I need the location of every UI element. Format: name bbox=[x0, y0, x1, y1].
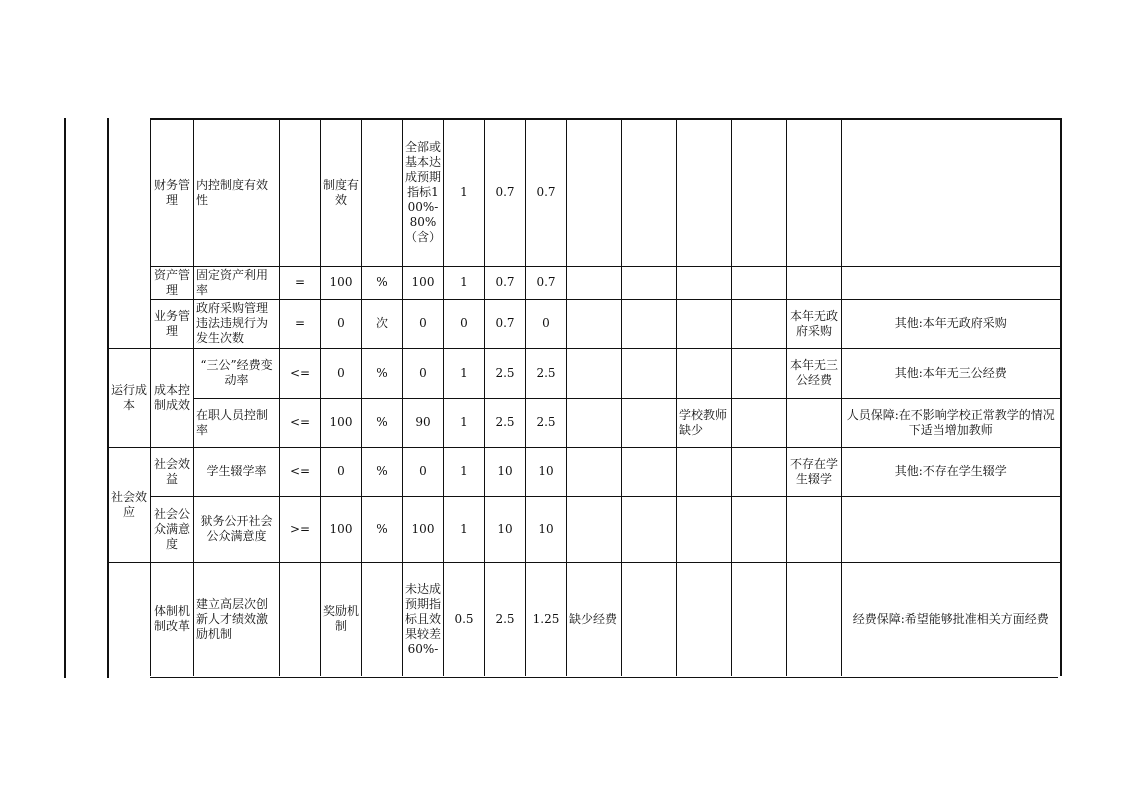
score: 10 bbox=[526, 447, 567, 496]
target-value: 奖励机制 bbox=[321, 562, 362, 676]
deviation-cause-3 bbox=[677, 496, 732, 562]
deviation-cause-2 bbox=[622, 119, 677, 266]
weight: 2.5 bbox=[485, 398, 526, 447]
deviation-cause-1 bbox=[567, 119, 622, 266]
score-rate: 1 bbox=[444, 348, 485, 398]
deviation-cause-1 bbox=[567, 447, 622, 496]
deviation-cause-4 bbox=[732, 447, 787, 496]
operator: = bbox=[280, 299, 321, 348]
indicator-name: 内控制度有效性 bbox=[194, 119, 280, 266]
deviation-cause-4 bbox=[732, 496, 787, 562]
improvement-measure: 其他:本年无三公经费 bbox=[842, 348, 1061, 398]
deviation-cause-2 bbox=[622, 496, 677, 562]
target-value: 100 bbox=[321, 496, 362, 562]
sub-indicator: 资产管理 bbox=[151, 266, 194, 299]
score: 10 bbox=[526, 496, 567, 562]
deviation-cause-3 bbox=[677, 348, 732, 398]
improvement-measure bbox=[842, 266, 1061, 299]
deviation-cause-2 bbox=[622, 562, 677, 676]
table-row bbox=[108, 447, 1061, 496]
improvement-measure: 其他:本年无政府采购 bbox=[842, 299, 1061, 348]
deviation-cause-1 bbox=[567, 299, 622, 348]
deviation-cause-3 bbox=[677, 562, 732, 676]
actual-value: 100 bbox=[403, 496, 444, 562]
improvement-measure: 人员保障:在不影响学校正常教学的情况下适当增加教师 bbox=[842, 398, 1061, 447]
table-row bbox=[108, 348, 1061, 398]
target-value: 制度有效 bbox=[321, 119, 362, 266]
score-rate: 0 bbox=[444, 299, 485, 348]
deviation-cause-3 bbox=[677, 266, 732, 299]
deviation-cause-1 bbox=[567, 266, 622, 299]
operator: >= bbox=[280, 496, 321, 562]
weight: 2.5 bbox=[485, 562, 526, 676]
indicator-name: 政府采购管理违法违规行为发生次数 bbox=[194, 299, 280, 348]
actual-value: 全部或基本达成预期指标100%-80%（含） bbox=[403, 119, 444, 266]
score: 0.7 bbox=[526, 266, 567, 299]
weight: 10 bbox=[485, 447, 526, 496]
deviation-cause-3: 学校教师缺少 bbox=[677, 398, 732, 447]
group-cell-empty bbox=[108, 119, 151, 348]
improvement-measure: 经费保障:希望能够批准相关方面经费 bbox=[842, 562, 1061, 676]
sub-indicator: 成本控制成效 bbox=[151, 348, 194, 447]
deviation-cause-2 bbox=[622, 299, 677, 348]
unit: % bbox=[362, 348, 403, 398]
sub-indicator: 社会效益 bbox=[151, 447, 194, 496]
operator: <= bbox=[280, 348, 321, 398]
unit bbox=[362, 119, 403, 266]
weight: 10 bbox=[485, 496, 526, 562]
deviation-cause-2 bbox=[622, 266, 677, 299]
deviation-cause-4 bbox=[732, 119, 787, 266]
operator: <= bbox=[280, 398, 321, 447]
indicator-name: 建立高层次创新人才绩效激励机制 bbox=[194, 562, 280, 676]
deviation-cause-3 bbox=[677, 119, 732, 266]
improvement-measure bbox=[842, 119, 1061, 266]
other-reason: 本年无政府采购 bbox=[787, 299, 842, 348]
table-row bbox=[108, 119, 1061, 266]
table-row bbox=[108, 299, 1061, 348]
score: 2.5 bbox=[526, 348, 567, 398]
target-value: 0 bbox=[321, 299, 362, 348]
target-value: 0 bbox=[321, 447, 362, 496]
unit: 次 bbox=[362, 299, 403, 348]
unit: % bbox=[362, 266, 403, 299]
table-row bbox=[108, 266, 1061, 299]
other-reason bbox=[787, 266, 842, 299]
indicator-name: 狱务公开社会公众满意度 bbox=[194, 496, 280, 562]
indicator-name: 在职人员控制率 bbox=[194, 398, 280, 447]
unit: % bbox=[362, 398, 403, 447]
other-reason bbox=[787, 496, 842, 562]
operator: <= bbox=[280, 447, 321, 496]
deviation-cause-3 bbox=[677, 447, 732, 496]
score: 2.5 bbox=[526, 398, 567, 447]
other-reason bbox=[787, 562, 842, 676]
score-rate: 0.5 bbox=[444, 562, 485, 676]
indicator-name: 学生辍学率 bbox=[194, 447, 280, 496]
deviation-cause-4 bbox=[732, 562, 787, 676]
page-left-border bbox=[64, 118, 66, 678]
performance-table bbox=[107, 118, 1062, 676]
score-rate: 1 bbox=[444, 119, 485, 266]
operator bbox=[280, 119, 321, 266]
weight: 2.5 bbox=[485, 348, 526, 398]
operator: = bbox=[280, 266, 321, 299]
other-reason bbox=[787, 398, 842, 447]
actual-value: 未达成预期指标且效果较差60%- bbox=[403, 562, 444, 676]
group-label: 运行成本 bbox=[108, 348, 151, 447]
sub-indicator: 社会公众满意度 bbox=[151, 496, 194, 562]
deviation-cause-3 bbox=[677, 299, 732, 348]
deviation-cause-4 bbox=[732, 348, 787, 398]
sub-indicator: 体制机制改革 bbox=[151, 562, 194, 676]
deviation-cause-4 bbox=[732, 398, 787, 447]
deviation-cause-4 bbox=[732, 266, 787, 299]
score-rate: 1 bbox=[444, 398, 485, 447]
score-rate: 1 bbox=[444, 266, 485, 299]
weight: 0.7 bbox=[485, 299, 526, 348]
table-left-border bbox=[107, 118, 109, 678]
score: 0 bbox=[526, 299, 567, 348]
weight: 0.7 bbox=[485, 266, 526, 299]
deviation-cause-4 bbox=[732, 299, 787, 348]
score-rate: 1 bbox=[444, 496, 485, 562]
deviation-cause-1 bbox=[567, 496, 622, 562]
unit bbox=[362, 562, 403, 676]
indicator-name: “三公”经费变动率 bbox=[194, 348, 280, 398]
score: 1.25 bbox=[526, 562, 567, 676]
improvement-measure: 其他:不存在学生辍学 bbox=[842, 447, 1061, 496]
improvement-measure bbox=[842, 496, 1061, 562]
group-cell-empty bbox=[108, 562, 151, 676]
deviation-cause-2 bbox=[622, 348, 677, 398]
actual-value: 100 bbox=[403, 266, 444, 299]
weight: 0.7 bbox=[485, 119, 526, 266]
deviation-cause-1 bbox=[567, 398, 622, 447]
indicator-name: 固定资产利用率 bbox=[194, 266, 280, 299]
target-value: 100 bbox=[321, 398, 362, 447]
table-row bbox=[108, 398, 1061, 447]
sub-indicator: 财务管理 bbox=[151, 119, 194, 266]
actual-value: 90 bbox=[403, 398, 444, 447]
table-bottom-line bbox=[150, 677, 1058, 678]
group-label: 社会效应 bbox=[108, 447, 151, 562]
deviation-cause-1 bbox=[567, 348, 622, 398]
table-row bbox=[108, 562, 1061, 676]
operator bbox=[280, 562, 321, 676]
deviation-cause-2 bbox=[622, 447, 677, 496]
score: 0.7 bbox=[526, 119, 567, 266]
deviation-cause-2 bbox=[622, 398, 677, 447]
target-value: 0 bbox=[321, 348, 362, 398]
deviation-cause-1: 缺少经费 bbox=[567, 562, 622, 676]
other-reason bbox=[787, 119, 842, 266]
other-reason: 不存在学生辍学 bbox=[787, 447, 842, 496]
target-value: 100 bbox=[321, 266, 362, 299]
actual-value: 0 bbox=[403, 447, 444, 496]
table-row bbox=[108, 496, 1061, 562]
score-rate: 1 bbox=[444, 447, 485, 496]
unit: % bbox=[362, 447, 403, 496]
unit: % bbox=[362, 496, 403, 562]
actual-value: 0 bbox=[403, 348, 444, 398]
other-reason: 本年无三公经费 bbox=[787, 348, 842, 398]
sub-indicator: 业务管理 bbox=[151, 299, 194, 348]
actual-value: 0 bbox=[403, 299, 444, 348]
